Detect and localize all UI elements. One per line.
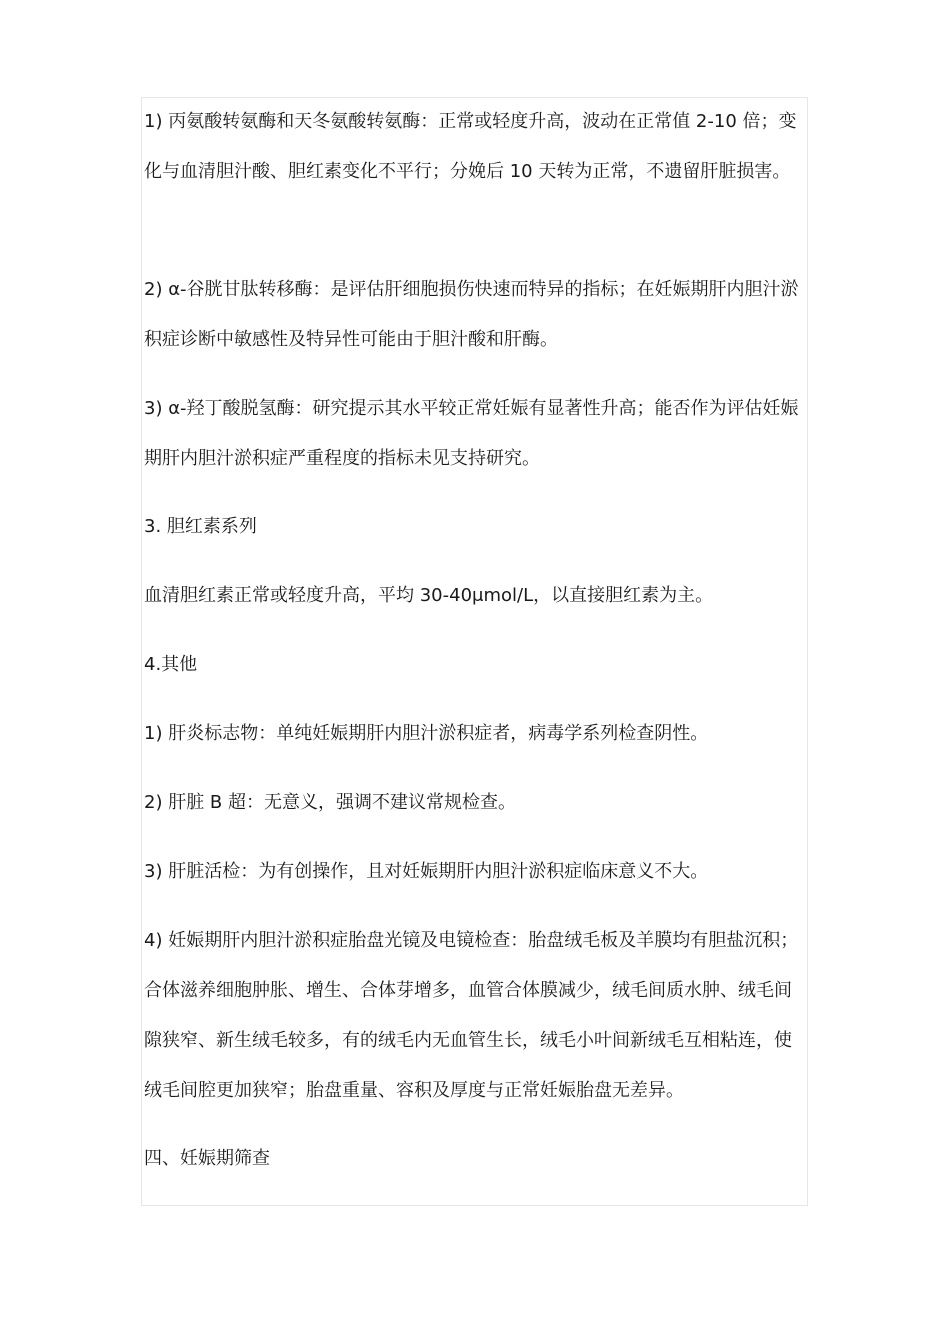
paragraph-liver-ultrasound: 2) 肝脏 B 超：无意义，强调不建议常规检查。 xyxy=(144,792,516,813)
section-heading-screening: 四、妊娠期筛查 xyxy=(144,1148,270,1169)
paragraph-bilirubin: 血清胆红素正常或轻度升高，平均 30-40μmol/L，以直接胆红素为主。 xyxy=(144,585,714,606)
section-heading-bilirubin: 3. 胆红素系列 xyxy=(144,516,257,537)
paragraph-hepatitis-markers: 1) 肝炎标志物：单纯妊娠期肝内胆汁淤积症者，病毒学系列检查阴性。 xyxy=(144,723,709,744)
paragraph-liver-biopsy: 3) 肝脏活检：为有创操作，且对妊娠期肝内胆汁淤积症临床意义不大。 xyxy=(144,861,709,882)
section-heading-other: 4.其他 xyxy=(144,654,198,675)
paragraph-placenta-exam: 4) 妊娠期肝内胆汁淤积症胎盘光镜及电镜检查：胎盘绒毛板及羊膜均有胆盐沉积；合体滋养细胞肿胀、增生、合体芽增多，血管合体膜减少，绒毛间质水肿、绒毛间隙狭窄、新生绒毛较多，有的绒毛内无血管生长，绒毛小叶间新绒毛互相粘连，使绒毛间腔更加狭窄；胎盘重量、容积及厚度与正常妊娠胎盘无差异。 xyxy=(144,930,799,1101)
paragraph-hbdh: 3) α-羟丁酸脱氢酶：研究提示其水平较正常妊娠有显著性升高；能否作为评估妊娠期肝内胆汁淤积症严重程度的指标未见支持研究。 xyxy=(144,398,799,469)
paragraph-gst: 2) α-谷胱甘肽转移酶：是评估肝细胞损伤快速而特异的指标；在妊娠期肝内胆汁淤积症诊断中敏感性及特异性可能由于胆汁酸和肝酶。 xyxy=(144,279,799,350)
paragraph-alt-ast: 1) 丙氨酸转氨酶和天冬氨酸转氨酶：正常或轻度升高，波动在正常值 2-10 倍；变化与血清胆汁酸、胆红素变化不平行；分娩后 10 天转为正常，不遗留肝脏损害。 xyxy=(144,111,797,182)
